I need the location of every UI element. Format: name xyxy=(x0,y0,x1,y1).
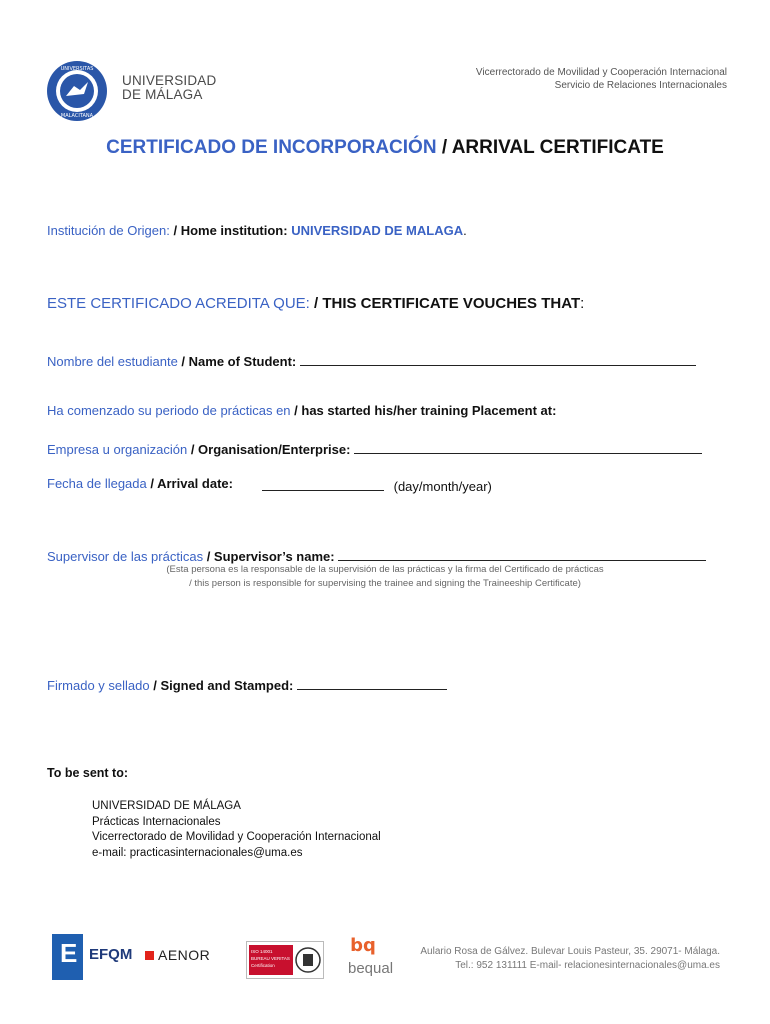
aenor-square-icon xyxy=(145,951,154,960)
student-label-en: / Name of Student: xyxy=(177,354,297,369)
page-title xyxy=(0,137,770,159)
signed-label-en: / Signed and Stamped: xyxy=(149,678,294,693)
arrival-date-format: (day/month/year) xyxy=(393,479,492,494)
footer-certification-logos xyxy=(52,934,412,984)
supervisor-note xyxy=(0,563,770,591)
bureau-veritas-logo xyxy=(246,941,324,979)
vicerrectorado-text: Vicerrectorado de Movilidad y Cooperación Internacional xyxy=(475,67,727,78)
bv-text2: BUREAU VERITAS xyxy=(251,956,290,961)
efqm-e-logo: E xyxy=(52,934,83,980)
vouches-es: ESTE CERTIFICADO ACREDITA QUE: xyxy=(47,295,310,312)
send-to-label: To be sent to: xyxy=(47,766,129,780)
supervisor-label-en: / Supervisor’s name: xyxy=(203,549,335,564)
started-label-en: / has started his/her training Placement at: xyxy=(290,403,557,418)
supervisor-row xyxy=(47,546,706,564)
signed-label-es: Firmado y sellado xyxy=(47,678,150,693)
home-institution-dot: . xyxy=(463,223,467,238)
supervisor-note-es: (Esta persona es la responsable de la supervisión de las prácticas y la firma del Certificado de prácticas xyxy=(166,564,604,575)
enterprise-label-en: / Organisation/Enterprise: xyxy=(187,442,351,457)
vouches-en: / THIS CERTIFICATE VOUCHES THAT xyxy=(309,295,581,312)
vouches-colon: : xyxy=(580,295,585,312)
started-row xyxy=(47,403,556,418)
home-institution-label-es: Institución de Origen: xyxy=(47,223,170,238)
servicio-text: Servicio de Relaciones Internacionales xyxy=(554,80,727,91)
university-seal-logo xyxy=(46,60,108,122)
bv-text1: ISO 14001 xyxy=(251,949,273,954)
arrival-label-es: Fecha de llegada xyxy=(47,476,147,491)
bv-text3: Certification xyxy=(251,963,275,968)
student-name-field[interactable] xyxy=(300,351,696,366)
enterprise-field[interactable] xyxy=(354,439,702,454)
bequal-text: bequal xyxy=(348,960,394,977)
home-institution-row xyxy=(47,223,467,238)
supervisor-label-es: Supervisor de las prácticas xyxy=(47,549,204,564)
send-to-line: UNIVERSIDAD DE MÁLAGA xyxy=(92,800,241,812)
bv-seal-icon xyxy=(295,946,321,974)
arrival-date-field[interactable] xyxy=(262,476,384,491)
footer-address xyxy=(420,945,720,973)
svg-text:MALACITANA: MALACITANA xyxy=(60,113,94,119)
home-institution-label-en: / Home institution: xyxy=(169,223,292,238)
home-institution-value: UNIVERSIDAD DE MALAGA xyxy=(291,223,464,238)
svg-text:bq: bq xyxy=(350,935,376,956)
vouches-heading xyxy=(47,295,584,312)
title-sep: / xyxy=(436,137,452,158)
send-to-line: Vicerrectorado de Movilidad y Cooperación Internacional xyxy=(92,831,381,843)
enterprise-label-es: Empresa u organización xyxy=(47,442,188,457)
title-es: CERTIFICADO DE INCORPORACIÓN xyxy=(106,137,437,158)
svg-text:UNIVERSITAS: UNIVERSITAS xyxy=(60,66,94,72)
footer-address-line2: Tel.: 952 131111 E-mail- relacionesinternacionales@uma.es xyxy=(455,960,720,971)
supervisor-name-field[interactable] xyxy=(338,546,706,561)
university-name-line2: DE MÁLAGA xyxy=(122,87,203,102)
title-en: ARRIVAL CERTIFICATE xyxy=(451,137,664,158)
arrival-label-en: / Arrival date: xyxy=(146,476,233,491)
signature-field[interactable] xyxy=(297,675,447,690)
send-to-line: e-mail: practicasinternacionales@uma.es xyxy=(92,846,303,859)
efqm-text: EFQM xyxy=(89,946,133,963)
student-row xyxy=(47,351,696,369)
bequal-bq-icon xyxy=(348,934,378,956)
footer-address-line1: Aulario Rosa de Gálvez. Bulevar Louis Pasteur, 35. 29071- Málaga. xyxy=(420,946,720,957)
university-name-line1: UNIVERSIDAD xyxy=(122,73,217,88)
send-to-line: Prácticas Internacionales xyxy=(92,815,221,828)
university-name xyxy=(122,74,216,102)
student-label-es: Nombre del estudiante xyxy=(47,354,178,369)
started-label-es: Ha comenzado su periodo de prácticas en xyxy=(47,403,291,418)
signed-row xyxy=(47,675,447,693)
enterprise-row xyxy=(47,439,702,457)
arrival-date-group xyxy=(262,476,492,494)
send-to-address xyxy=(92,799,381,861)
arrival-row xyxy=(47,476,233,491)
aenor-text: AENOR xyxy=(158,947,211,963)
supervisor-note-en: / this person is responsible for supervising the trainee and signing the Traineeship Certificate) xyxy=(189,578,581,589)
header-department xyxy=(476,66,727,92)
